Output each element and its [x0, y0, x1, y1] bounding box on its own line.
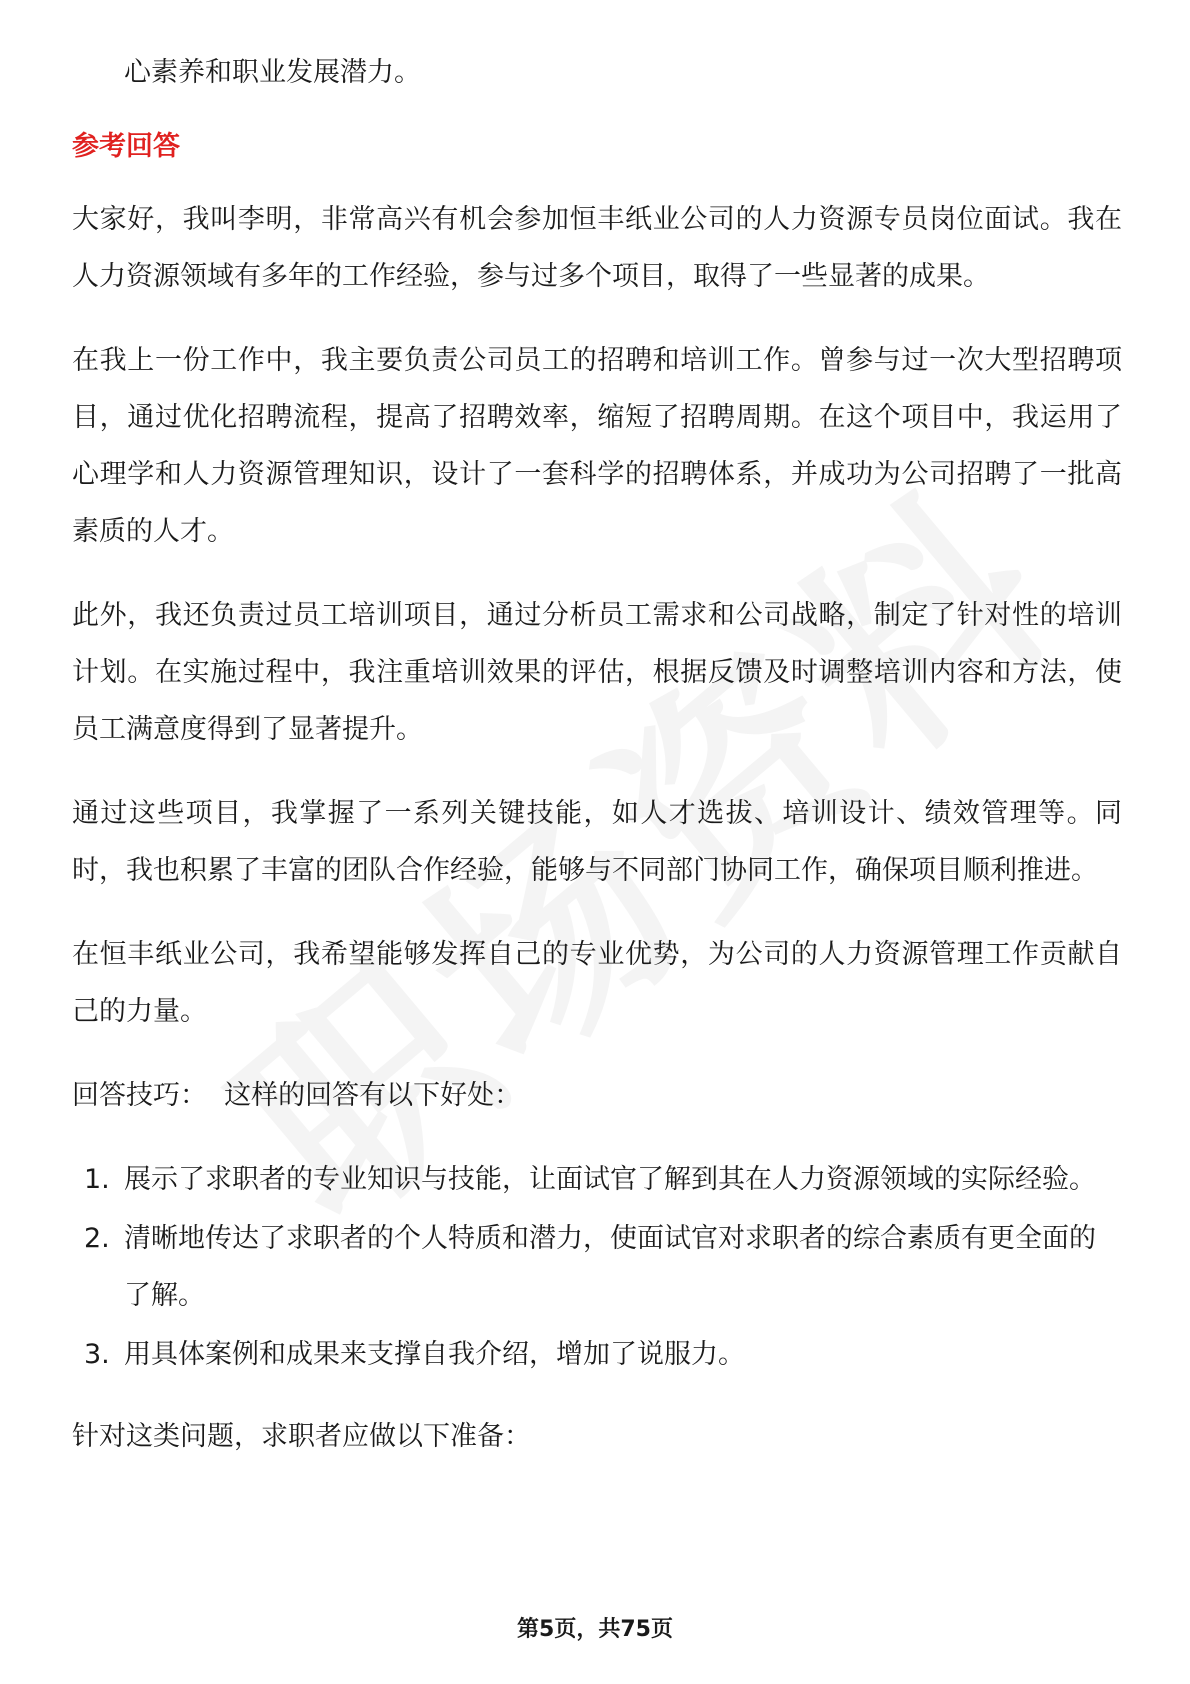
- list-item-text: 清晰地传达了求职者的个人特质和潜力，使面试官对求职者的综合素质有更全面的了解。: [124, 1223, 1096, 1311]
- prep-intro: 针对这类问题，求职者应做以下准备：: [72, 1421, 531, 1452]
- page-number: 第5页，共75页: [517, 1617, 673, 1642]
- list-number: 1.: [84, 1164, 110, 1195]
- paragraph: 大家好，我叫李明，非常高兴有机会参加恒丰纸业公司的人力资源专员岗位面试。我在人力资源领域有多年的工作经验，参与过多个项目，取得了一些显著的成果。: [72, 204, 1122, 292]
- list-item: [72, 1151, 1122, 1208]
- list-item: [72, 1210, 1122, 1324]
- page-content: [72, 44, 1122, 1492]
- tips-intro: 回答技巧： 这样的回答有以下好处：: [72, 1080, 522, 1111]
- paragraph: 在我上一份工作中，我主要负责公司员工的招聘和培训工作。曾参与过一次大型招聘项目，通过优化招聘流程，提高了招聘效率，缩短了招聘周期。在这个项目中，我运用了心理学和人力资源管理知识，设计了一套科学的招聘体系，并成功为公司招聘了一批高素质的人才。: [72, 345, 1122, 547]
- paragraph: 此外，我还负责过员工培训项目，通过分析员工需求和公司战略，制定了针对性的培训计划。在实施过程中，我注重培训效果的评估，根据反馈及时调整培训内容和方法，使员工满意度得到了显著提升。: [72, 600, 1122, 745]
- list-item: [72, 1326, 1122, 1383]
- list-item-text: 展示了求职者的专业知识与技能，让面试官了解到其在人力资源领域的实际经验。: [124, 1164, 1096, 1195]
- list-item-text: 用具体案例和成果来支撑自我介绍，增加了说服力。: [124, 1339, 745, 1370]
- tips-list: [72, 1151, 1122, 1383]
- section-title: 参考回答: [72, 131, 180, 162]
- paragraph: 通过这些项目，我掌握了一系列关键技能，如人才选拔、培训设计、绩效管理等。同时，我也积累了丰富的团队合作经验，能够与不同部门协同工作，确保项目顺利推进。: [72, 798, 1122, 886]
- paragraph: 在恒丰纸业公司，我希望能够发挥自己的专业优势，为公司的人力资源管理工作贡献自己的力量。: [72, 939, 1122, 1027]
- list-number: 3.: [84, 1339, 110, 1370]
- list-number: 2.: [84, 1223, 110, 1254]
- continuation-line: 心素养和职业发展潜力。: [124, 57, 421, 88]
